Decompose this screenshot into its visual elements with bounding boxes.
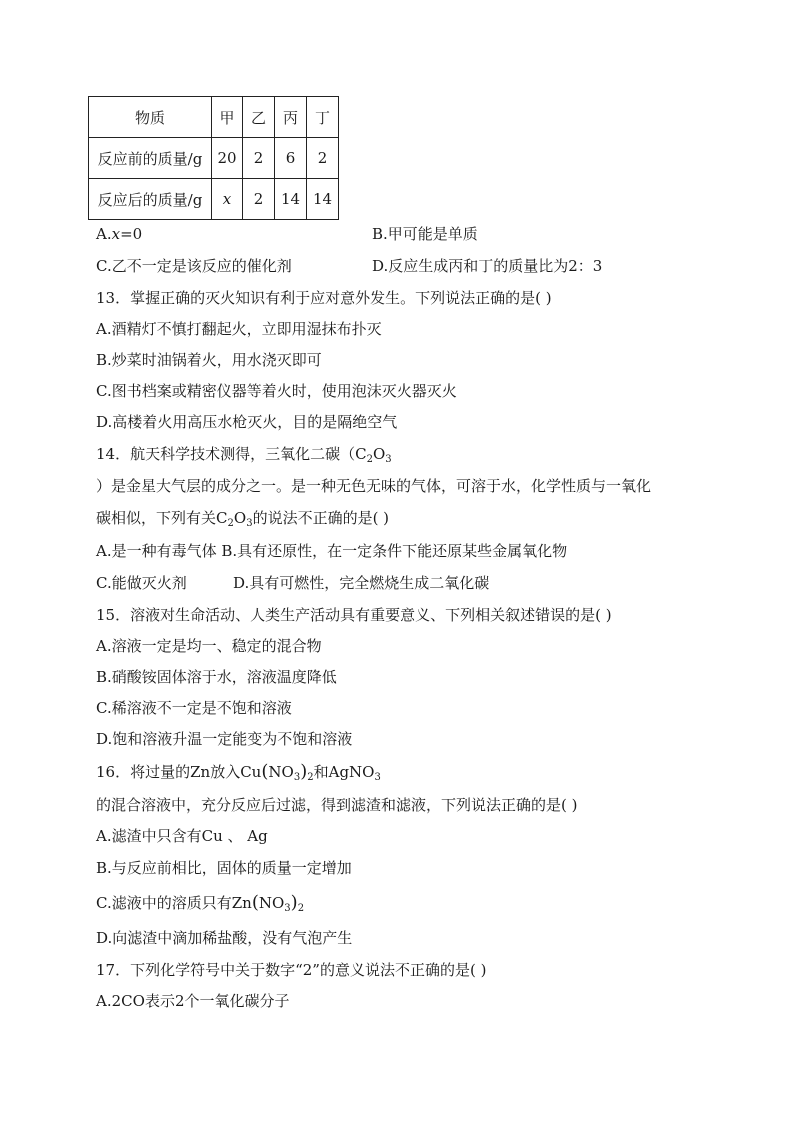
formula-part: NO <box>258 894 285 912</box>
option-label: A. <box>96 992 112 1010</box>
q13-stem: 13．掌握正确的灭火知识有利于应对意外发生。下列说法正确的是( ) <box>96 289 552 307</box>
formula-c2o3 <box>216 509 253 527</box>
formula-agno3 <box>329 763 381 781</box>
formula-zn-no3-2 <box>232 894 304 912</box>
table-cell: 14 <box>275 179 307 220</box>
stem-text: 和 <box>313 763 329 781</box>
formula-2co: 2CO <box>111 992 145 1010</box>
formula-c2o3 <box>355 445 392 463</box>
formula-part: C <box>355 445 367 463</box>
stem-text: 16．将过量的 <box>96 763 191 781</box>
q17-option-a <box>96 991 289 1011</box>
q13-option-b: B.炒菜时油锅着火，用水浇灭即可 <box>96 351 322 369</box>
table-header-row <box>89 97 339 138</box>
stem-text: 碳相似，下列有关 <box>96 509 217 527</box>
q12-option-c: C.乙不一定是该反应的催化剂 <box>96 257 292 275</box>
formula-cu-no3-2 <box>240 763 313 781</box>
header-cell: 甲 <box>212 97 243 138</box>
table-cell: 20 <box>212 138 243 179</box>
formula-part: NO <box>268 763 294 781</box>
table-cell: 2 <box>243 179 275 220</box>
formula-part: C <box>216 509 228 527</box>
formula-sub: 2 <box>307 772 314 783</box>
formula-part: AgNO <box>328 763 375 781</box>
q15-option-d: D.饱和溶液升温一定能变为不饱和溶液 <box>96 730 353 748</box>
q14-stem-line3 <box>96 508 389 534</box>
q15-option-b: B.硝酸铵固体溶于水，溶液温度降低 <box>96 668 337 686</box>
formula-sub: 2 <box>366 454 373 465</box>
separator: 、 <box>222 827 248 845</box>
formula-cu: Cu <box>201 827 223 845</box>
formula-sub: 3 <box>385 454 392 465</box>
paren-close-icon: ) <box>300 761 308 782</box>
paren-close-icon: ) <box>290 892 298 913</box>
q17-stem: 17．下列化学符号中关于数字“2”的意义说法不正确的是( ) <box>96 961 487 979</box>
q15-stem: 15．溶液对生命活动、人类生产活动具有重要意义、下列相关叙述错误的是( ) <box>96 606 612 624</box>
formula-part: Cu <box>240 763 262 781</box>
option-label: A. <box>96 225 112 243</box>
formula-sub: 3 <box>284 903 291 914</box>
q13-option-c: C.图书档案或精密仪器等着火时，使用泡沫灭火器灭火 <box>96 382 457 400</box>
q14-stem-line1 <box>96 444 392 470</box>
q16-option-d: D.向滤渣中滴加稀盐酸，没有气泡产生 <box>96 929 353 947</box>
q12-option-d: D.反应生成丙和丁的质量比为2：3 <box>372 257 603 275</box>
q14-stem-line2: ）是金星大气层的成分之一。是一种无色无味的气体，可溶于水，化学性质与一氧化 <box>96 477 652 495</box>
table-cell: 反应后的质量/g <box>89 179 212 220</box>
variable-x: x <box>111 225 121 243</box>
q14-option-d: D.具有可燃性，完全燃烧生成二氧化碳 <box>233 574 490 592</box>
q16-stem-line2: 的混合溶液中，充分反应后过滤，得到滤渣和滤液，下列说法正确的是( ) <box>96 796 578 814</box>
q16-stem-line1 <box>96 762 381 788</box>
formula-part: Zn <box>231 894 252 912</box>
q15-option-a: A.溶液一定是均一、稳定的混合物 <box>96 637 322 655</box>
stem-text: 14．航天科学技术测得，三氧化二碳（ <box>96 445 356 463</box>
q16-option-a <box>96 826 268 846</box>
formula-part: O <box>372 445 386 463</box>
table-cell: 2 <box>307 138 339 179</box>
option-text: 表示2个一氧化碳分子 <box>144 992 290 1010</box>
q14-options-ab: A.是一种有毒气体 B.具有还原性，在一定条件下能还原某些金属氧化物 <box>96 542 568 560</box>
paren-open-icon: ( <box>261 761 269 782</box>
header-cell: 物质 <box>89 97 212 138</box>
option-text: C.滤液中的溶质只有 <box>96 894 232 912</box>
formula-sub: 3 <box>293 772 301 783</box>
option-text: A.滤渣中只含有 <box>96 827 202 845</box>
formula-zn: Zn <box>190 763 211 781</box>
table-cell: 6 <box>275 138 307 179</box>
formula-ag: Ag <box>247 827 268 845</box>
header-cell: 丁 <box>307 97 339 138</box>
formula-sub: 3 <box>374 772 381 783</box>
q16-option-c <box>96 893 304 919</box>
q13-option-a: A.酒精灯不慎打翻起火，立即用湿抹布扑灭 <box>96 320 382 338</box>
formula-sub: 3 <box>246 518 253 529</box>
stem-text: 放入 <box>210 763 241 781</box>
formula-sub: 2 <box>297 903 305 914</box>
table-cell: x <box>212 179 243 220</box>
table-cell: 反应前的质量/g <box>89 138 212 179</box>
paren-open-icon: ( <box>251 892 259 913</box>
formula-sub: 2 <box>227 518 234 529</box>
table-row <box>89 179 339 220</box>
q13-option-d: D.高楼着火用高压水枪灭火，目的是隔绝空气 <box>96 413 398 431</box>
formula-part: O <box>233 509 247 527</box>
table-cell: 2 <box>243 138 275 179</box>
q14-option-c: C.能做灭火剂 <box>96 574 187 592</box>
q12-option-a <box>96 224 142 244</box>
table-cell: 14 <box>307 179 339 220</box>
header-cell: 丙 <box>275 97 307 138</box>
option-text: =0 <box>120 225 143 243</box>
q16-option-b: B.与反应前相比，固体的质量一定增加 <box>96 859 352 877</box>
q15-option-c: C.稀溶液不一定是不饱和溶液 <box>96 699 292 717</box>
stem-text: 的说法不正确的是( ) <box>252 509 390 527</box>
mass-table <box>88 96 339 220</box>
table-row <box>89 138 339 179</box>
header-cell: 乙 <box>243 97 275 138</box>
q12-option-b: B.甲可能是单质 <box>372 225 478 243</box>
